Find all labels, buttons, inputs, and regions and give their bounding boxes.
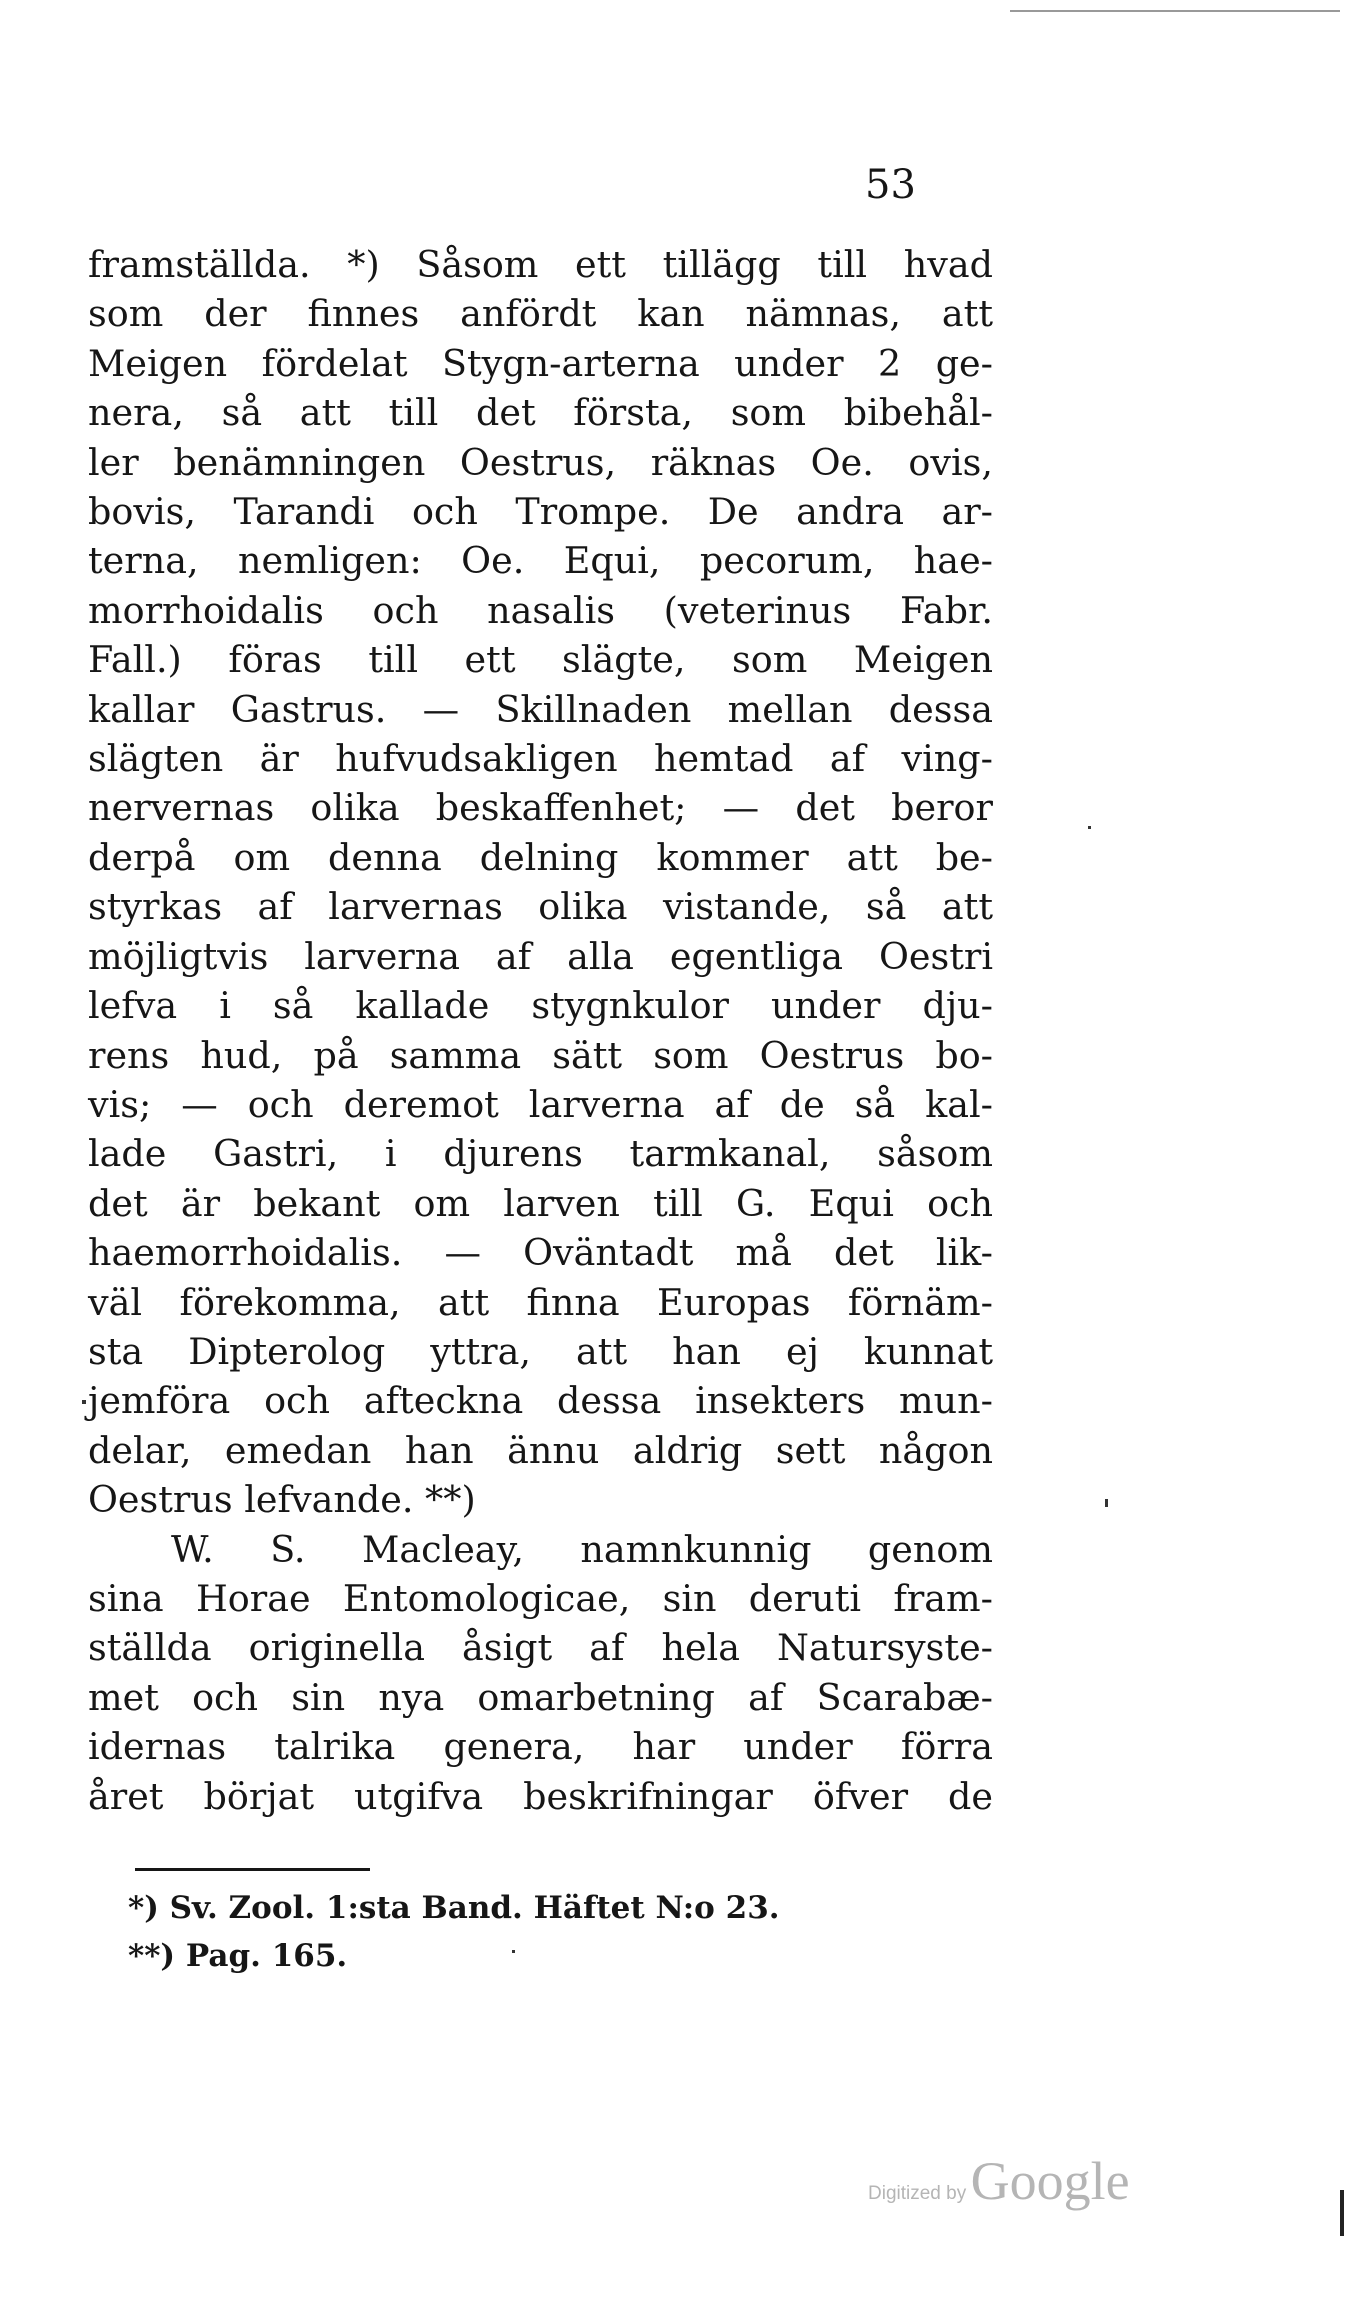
text-line: W. S. Macleay, namnkunnig genom [171, 1527, 993, 1571]
page-number: 53 [865, 162, 916, 208]
text-line: haemorrhoidalis. — Oväntadt må det lik- [88, 1231, 993, 1275]
text-line: lefva i så kallade stygnkulor under dju- [88, 984, 993, 1028]
text-line: delar, emedan han ännu aldrig sett någon [88, 1428, 993, 1472]
text-line: som der finnes anfördt kan nämnas, att [88, 292, 993, 336]
digitized-watermark [868, 2150, 1130, 2212]
text-line: derpå om denna delning kommer att be- [88, 835, 993, 879]
text-line: rens hud, på samma sätt som Oestrus bo- [88, 1033, 993, 1077]
text-line: jemföra och afteckna dessa insekters mun- [88, 1379, 993, 1423]
scan-speck [1088, 826, 1091, 829]
text-line: slägten är hufvudsakligen hemtad af ving- [88, 737, 993, 781]
text-line: nera, så att till det första, som bibehål- [88, 391, 993, 435]
google-logo: Google [970, 2151, 1130, 2211]
watermark-prefix: Digitized by [868, 2183, 967, 2204]
scan-speck [1105, 1499, 1108, 1507]
text-line: kallar Gastrus. — Skillnaden mellan dessa [88, 687, 993, 731]
text-line: ställda originella åsigt af hela Natursyste- [88, 1626, 993, 1670]
scan-speck [82, 1400, 86, 1404]
text-line: Oestrus lefvande. **) [88, 1478, 476, 1522]
text-line: nervernas olika beskaffenhet; — det beror [88, 786, 993, 830]
text-line: det är bekant om larven till G. Equi och [88, 1181, 993, 1225]
text-line: bovis, Tarandi och Trompe. De andra ar- [88, 490, 993, 534]
text-line: året börjat utgifva beskrifningar öfver de [88, 1774, 993, 1818]
text-line: Fall.) föras till ett slägte, som Meigen [88, 638, 993, 682]
text-line: sina Horae Entomologicae, sin deruti fram- [88, 1576, 993, 1620]
text-line: ler benämningen Oestrus, räknas Oe. ovis, [88, 440, 993, 484]
text-line: terna, nemligen: Oe. Equi, pecorum, hae- [88, 539, 993, 583]
text-line: framställda. *) Såsom ett tillägg till hvad [88, 243, 993, 286]
text-line: morrhoidalis och nasalis (veterinus Fabr. [88, 588, 993, 632]
footnote-divider [135, 1868, 370, 1871]
footnotes [128, 1884, 780, 1980]
text-line: Meigen fördelat Stygn-arterna under 2 ge- [88, 341, 993, 385]
text-line: sta Dipterolog yttra, att han ej kunnat [88, 1329, 993, 1373]
page-edge-line [1010, 10, 1340, 12]
text-line: met och sin nya omarbetning af Scarabæ- [88, 1675, 993, 1719]
text-line: idernas talrika genera, har under förra [88, 1725, 993, 1769]
footnote: *) Sv. Zool. 1:sta Band. Häftet N:o 23. [128, 1890, 780, 1926]
footnote: **) Pag. 165. [128, 1938, 348, 1974]
scan-speck [512, 1950, 515, 1953]
text-line: väl förekomma, att finna Europas förnäm- [88, 1280, 993, 1324]
text-line: lade Gastri, i djurens tarmkanal, såsom [88, 1132, 993, 1176]
body-text [88, 240, 993, 1821]
scan-mark [1340, 2190, 1344, 2236]
text-line: vis; — och deremot larverna af de så kal- [88, 1082, 993, 1126]
text-line: möjligtvis larverna af alla egentliga Oestri [88, 934, 993, 978]
text-line: styrkas af larvernas olika vistande, så att [88, 885, 993, 929]
